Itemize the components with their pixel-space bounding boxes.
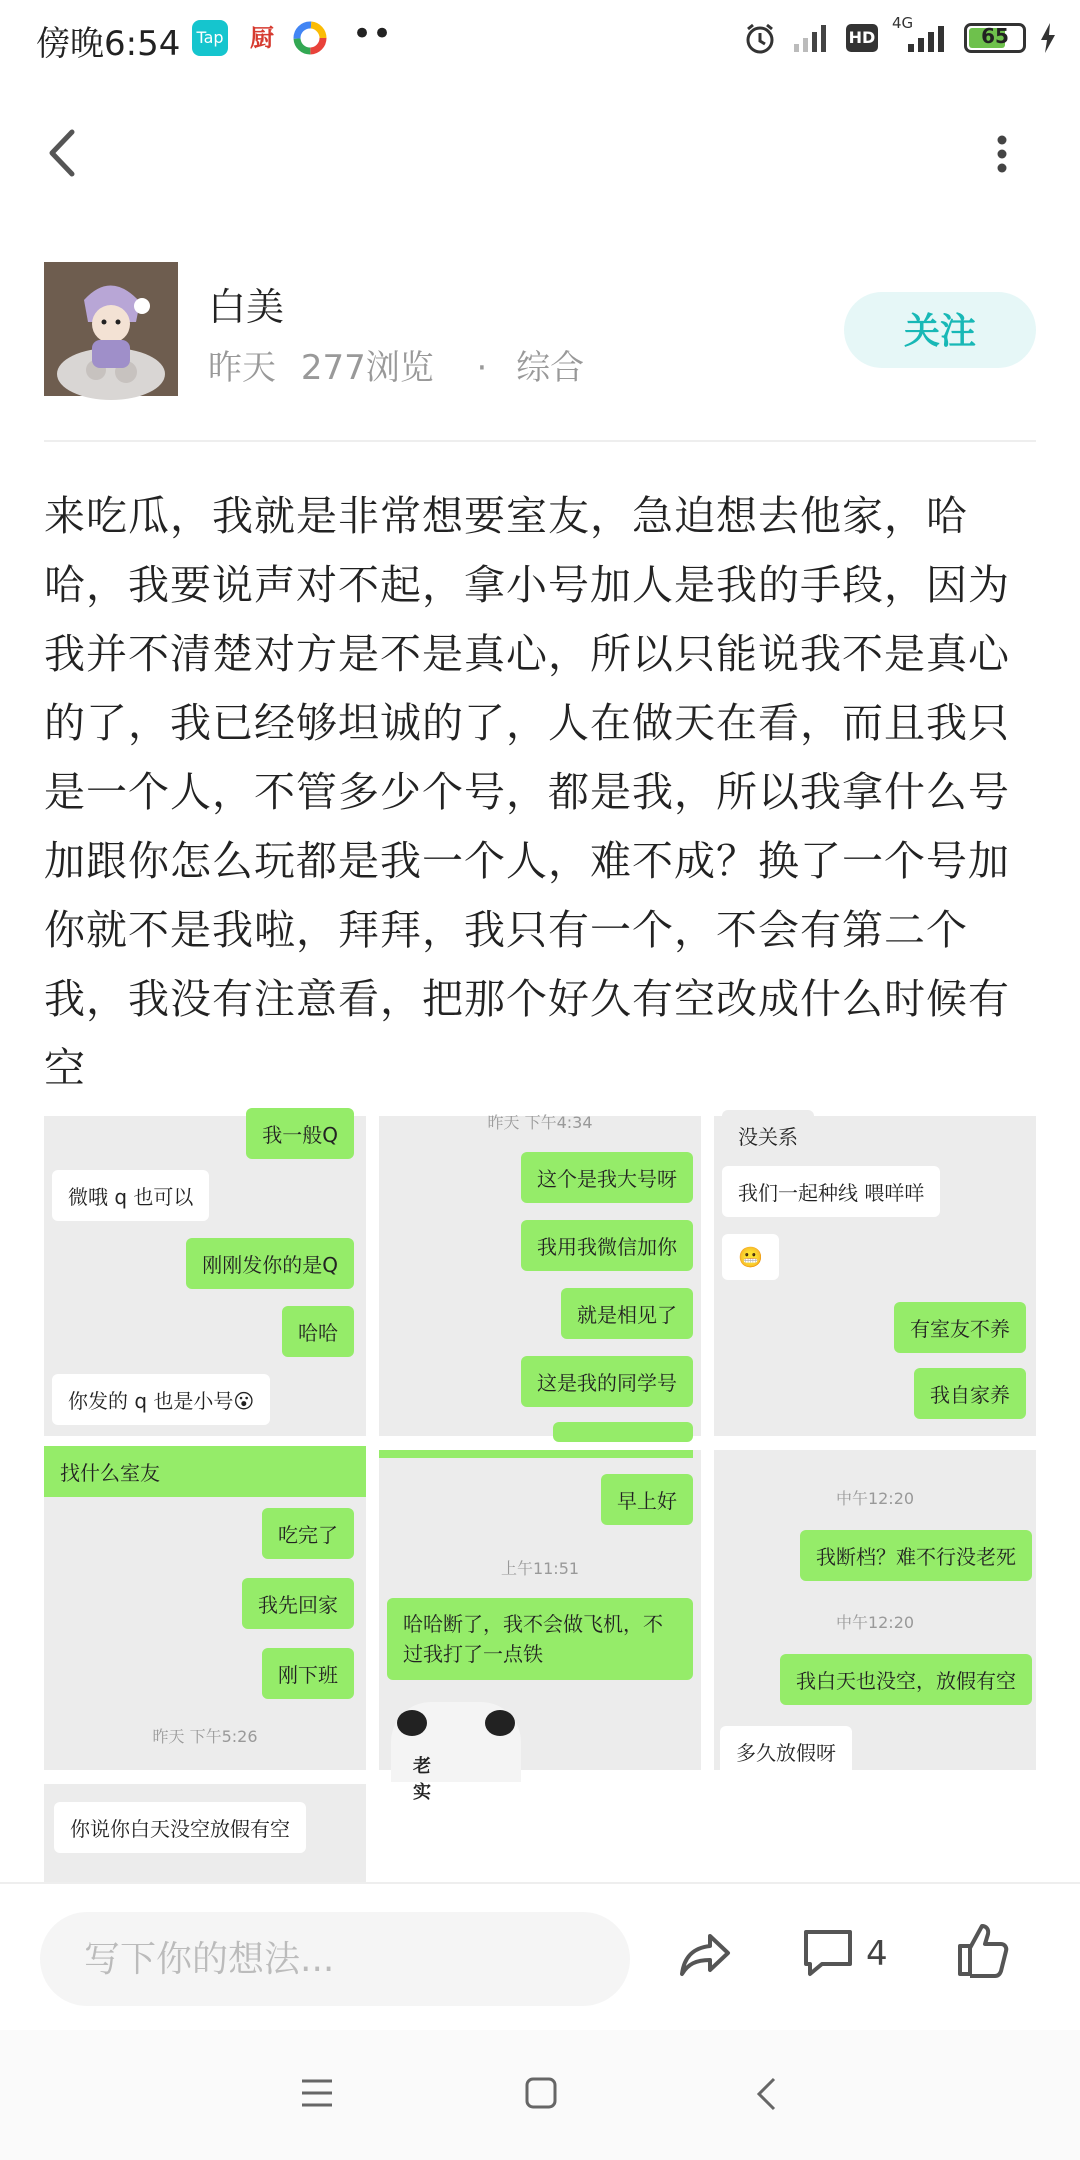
chat-bubble: 微哦 q 也可以: [52, 1170, 209, 1221]
chat-bubble: 我一般Q: [246, 1108, 354, 1159]
chat-timestamp: 中午12:20: [835, 1613, 915, 1632]
comment-icon[interactable]: [800, 1924, 856, 1980]
chat-screenshot-1[interactable]: [44, 1116, 366, 1436]
chat-bubble: 没关系: [722, 1110, 814, 1161]
chat-bubble: 我用我微信加你: [521, 1220, 693, 1271]
chat-bubble: 早上好: [601, 1474, 693, 1525]
chat-screenshot-2[interactable]: [379, 1113, 701, 1436]
post-category[interactable]: 综合: [516, 348, 585, 388]
status-bar: [0, 0, 1080, 80]
sticker-text: 老 实: [413, 1756, 471, 1803]
chat-bubble: 哈哈断了，我不会做飞机，不过我打了一点铁: [387, 1598, 693, 1680]
chat-bubble: 吃完了: [262, 1508, 354, 1559]
chat-bubble: 你发的 q 也是小号😮: [52, 1374, 270, 1425]
chat-bubble: 刚刚发你的是Q: [186, 1238, 354, 1289]
chat-timestamp: 中午12:20: [835, 1489, 915, 1508]
chat-screenshot-6[interactable]: [714, 1450, 1036, 1770]
meta-separator: ·: [476, 348, 488, 388]
color-wheel-app-icon: [292, 20, 328, 56]
chat-bubble: 你说你白天没空放假有空: [54, 1802, 306, 1853]
chat-bubble-partial: [379, 1450, 693, 1458]
chat-screenshot-7[interactable]: [44, 1784, 366, 1882]
signal-icon: [792, 22, 832, 54]
chat-bubble: 这是我的同学号: [521, 1356, 693, 1407]
chat-bubble: 哈哈: [282, 1306, 354, 1357]
comment-input[interactable]: [40, 1912, 630, 2006]
chat-bubble: 就是相见了: [561, 1288, 693, 1339]
share-icon[interactable]: [676, 1926, 734, 1984]
chat-bubble: 我先回家: [242, 1578, 354, 1629]
back-arrow-icon[interactable]: [44, 128, 84, 178]
author-name[interactable]: 白美: [208, 285, 285, 329]
chat-bubble: 找什么室友: [44, 1446, 366, 1497]
sticker-image: [391, 1702, 521, 1803]
post-meta: [208, 340, 598, 389]
nav-back-icon[interactable]: [754, 2076, 778, 2112]
chat-bubble: 我自家养: [914, 1368, 1026, 1419]
thumbs-up-icon[interactable]: [954, 1920, 1010, 1980]
avatar[interactable]: [44, 262, 178, 396]
kitchen-app-icon: 厨: [244, 20, 280, 56]
chat-screenshot-4[interactable]: [44, 1450, 366, 1770]
post-body: 来吃瓜，我就是非常想要室友，急迫想去他家，哈哈，我要说声对不起，拿小号加人是我的手段，因为我并不清楚对方是不是真心，所以只能说我不是真心的了，我已经够坦诚的了，人在做天在看，而且我只是一个人，不管多少个号，都是我，所以我拿什么号加跟你怎么玩都是我一个人，难不成？换了一个号加你就不是我啦，拜拜，我只有一个，不会有第二个我，我没有注意看，把那个好久有空改成什么时候有空: [44, 492, 1010, 1092]
status-time: 傍晚6:54: [36, 24, 181, 64]
alarm-icon: [742, 20, 778, 56]
more-notifications-icon: ••: [352, 14, 393, 54]
home-icon[interactable]: [524, 2076, 558, 2110]
chat-timestamp: 昨天 下午5:26: [152, 1727, 258, 1746]
chat-screenshot-3[interactable]: [714, 1116, 1036, 1436]
follow-button[interactable]: 关注: [844, 292, 1036, 368]
signal-4g-icon: [892, 14, 950, 56]
divider: [44, 440, 1036, 442]
comment-count: 4: [866, 1934, 888, 1974]
chat-bubble: 😬: [722, 1234, 779, 1280]
chat-bubble: 我们一起种线 喂咩咩: [722, 1166, 940, 1217]
hd-icon: HD: [846, 24, 878, 52]
menu-icon[interactable]: [300, 2078, 334, 2108]
chat-bubble: 我断档？难不行没老死: [800, 1530, 1032, 1581]
battery-level: 65: [981, 24, 1009, 48]
system-nav-bar: [0, 2030, 1080, 2160]
chat-bubble: 多久放假呀: [720, 1726, 852, 1777]
battery-icon: [964, 23, 1026, 53]
chat-bubble: 有室友不养: [894, 1302, 1026, 1353]
network-type: 4G: [892, 14, 914, 32]
post-time: 昨天: [208, 348, 276, 388]
chat-bubble: 刚下班: [262, 1648, 354, 1699]
chat-timestamp: 上午11:51: [500, 1559, 580, 1578]
more-options-icon[interactable]: [992, 132, 1012, 182]
bottom-action-bar: [0, 1882, 1080, 2032]
chat-bubble: 我白天也没空，放假有空: [780, 1654, 1032, 1705]
taptap-app-icon: Tap: [192, 20, 228, 56]
chat-timestamp: 昨天 下午4:34: [487, 1113, 593, 1132]
chat-screenshot-5[interactable]: [379, 1450, 701, 1803]
view-count: 277浏览: [300, 348, 434, 388]
chat-bubble: 这个是我大号呀: [521, 1152, 693, 1203]
chat-bubble-partial: [553, 1422, 693, 1442]
charging-icon: [1040, 23, 1056, 53]
